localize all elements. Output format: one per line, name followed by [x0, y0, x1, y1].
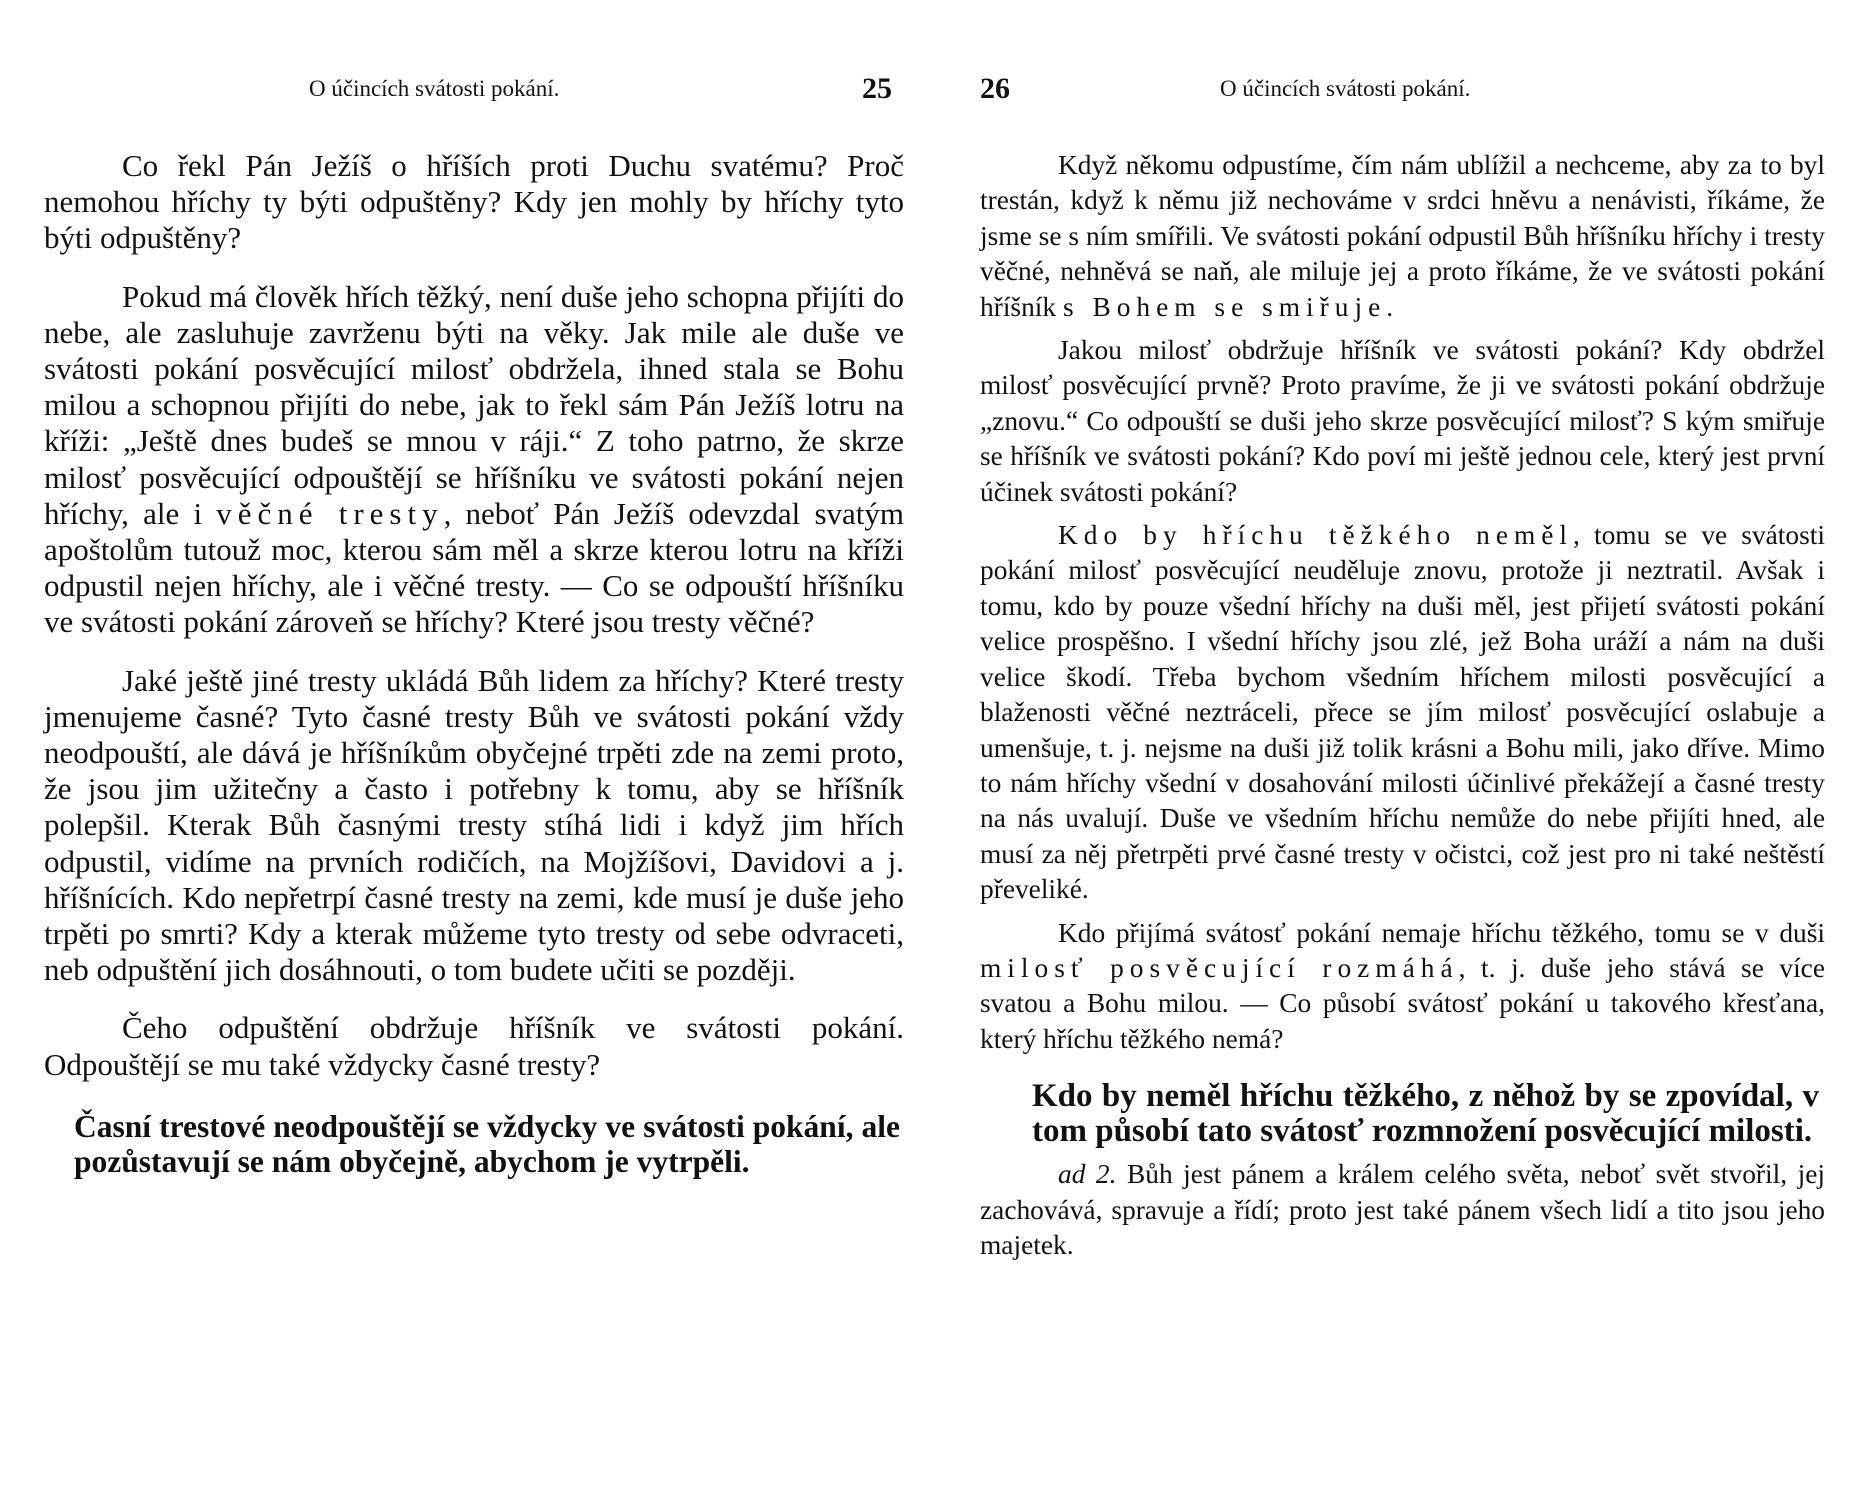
paragraph	[980, 518, 1825, 907]
paragraph-text: Pokud má člověk hřích těžký, není duše jeho schopna přijíti do nebe, ale zasluhuje zavrženu býti na věky. Jak mile ale duše ve svátosti pokání posvěcující milosť obdržela, ihned stala se Bohu milou a schopnou přijíti do nebe, jak to řekl sám Pán Ježíš lotru na kříži: „Ještě dnes budeš se mnou v ráji.“ Z toho patrno, že skrze milosť posvěcující odpouštějí se hříšníku ve svátosti pokání nejen hříchy, ale i	[44, 278, 904, 531]
paragraph-text: Kdo přijímá svátosť pokání nemaje hříchu těžkého, tomu se v duši	[1058, 917, 1825, 948]
paragraph: Co řekl Pán Ježíš o hříších proti Duchu svatému? Proč nemohou hříchy ty býti odpuštěny? Kdy jen mohly by hříchy tyto býti odpuštěny?	[44, 148, 904, 256]
paragraph: Jakou milosť obdržuje hříšník ve svátosti pokání? Kdy obdržel milosť posvěcující prvně? Proto pravíme, že ji ve svátosti pokání obdržuje „znovu.“ Co odpouští se duši jeho skrze posvěcující milosť? S kým smiřuje se hříšník ve svátosti pokání? Kdo poví mi ještě jednou cele, který jest první účinek svátosti pokání?	[980, 335, 1825, 507]
spaced-emphasis: milosť posvěcující rozmáhá	[980, 952, 1459, 983]
running-head	[980, 72, 1825, 112]
paragraph-text: Když někomu odpustíme, čím nám ublížil a nechceme, aby za to byl trestán, když k němu již nechováme v srdci hněvu a nenávisti, říkáme, že jsme se s ním smířili. Ve svátosti pokání odpustil Bůh hříšníku hříchy i tresty věčné, nehněvá se naň, ale miluje jej a proto říkáme, že ve svátosti pokání hříšník	[980, 150, 1825, 322]
paragraph	[980, 148, 1825, 325]
right-page	[980, 0, 1825, 1500]
spaced-emphasis: Kdo by hříchu těžkého neměl	[1058, 520, 1574, 551]
page-body	[980, 148, 1825, 1263]
running-head	[44, 72, 904, 112]
paragraph-text: , neboť Pán Ježíš odevzdal svatým apoštolům tutouž moc, kterou sám měl a skrze kterou lotru na kříži odpustil nejen hříchy, ale i věčné tresty. — Co se odpouští hříšníku ve svátosti pokání zároveň se hříchy? Které jsou tresty věčné?	[44, 495, 904, 640]
running-title: O účincích svátosti pokání.	[309, 76, 560, 101]
page-number: 25	[862, 72, 892, 105]
italic-marker: ad 2.	[1058, 1159, 1117, 1190]
spaced-emphasis: věčné tresty	[216, 495, 444, 531]
paragraph	[980, 1157, 1825, 1263]
paragraph	[980, 916, 1825, 1058]
page-number: 26	[980, 72, 1010, 105]
bold-heading: Kdo by neměl hříchu těžkého, z něhož by se zpovídal, v tom působí tato svátosť rozmnožení posvěcující milosti.	[1032, 1078, 1819, 1150]
spaced-emphasis: s Bohem se smiřuje	[1062, 291, 1387, 322]
paragraph-text: .	[1386, 291, 1394, 322]
paragraph	[44, 279, 904, 641]
bold-heading: Časní trestové neodpouštějí se vždycky ve svátosti pokání, ale pozůstavují se nám obyčejně, abychom je vytrpěli.	[74, 1108, 900, 1179]
left-page	[44, 0, 904, 1500]
paragraph-text: Bůh jest pánem a králem celého světa, neboť svět stvořil, jej zachovává, spravuje a řídí; proto jest také pánem všech lidí a tito jsou jeho majetek.	[980, 1159, 1826, 1260]
paragraph: Čeho odpuštění obdržuje hříšník ve svátosti pokání. Odpouštějí se mu také vždycky časné tresty?	[44, 1010, 904, 1082]
paragraph-text: , t. j. duše jeho stává se více svatou a Bohu milou. — Co působí svátosť pokání u takového křesťana, který hříchu těžkého nemá?	[980, 952, 1825, 1054]
page-body	[44, 148, 904, 1179]
paragraph: Jaké ještě jiné tresty ukládá Bůh lidem za hříchy? Které tresty jmenujeme časné? Tyto časné tresty Bůh ve svátosti pokání vždy neodpouští, ale dává je hříšníkům obyčejné trpěti zde na zemi proto, že jsou jim užitečny a často i potřebny k tomu, aby se hříšník polepšil. Kterak Bůh časnými tresty stíhá lidi i když jim hřích odpustil, vidíme na prvních rodičích, na Mojžíšovi, Davidovi a j. hříšnících. Kdo nepřetrpí časné tresty na zemi, kde musí je duše jeho trpěti po smrti? Kdy a kterak můžeme tyto tresty od sebe odvraceti, neb odpuštění jich dosáhnouti, o tom budete učiti se později.	[44, 662, 904, 988]
paragraph-text: , tomu se ve svátosti pokání milosť posvěcující neuděluje znovu, protože ji neztratil. Avšak i tomu, kdo by pouze všední hříchy na duši měl, jest přijetí svátosti pokání velice prospěšno. I všední hříchy jsou zlé, jež Boha uráží a nám na duši velice škodí. Třeba bychom všedním hříchem milosti posvěcující a blaženosti věčné neztráceli, přece se jím milosť posvěcující oslabuje a umenšuje, t. j. nejsme na duši již tolik krásni a Bohu mili, jako dříve. Mimo to nám hříchy všední v dosahování milosti účinlivé překážejí a časné tresty na nás uvalují. Duše ve všedním hříchu nemůže do nebe přijíti hned, ale musí za něj přetrpěti prvé časné tresty v očistci, což jest pro ni také neštěstí převeliké.	[980, 520, 1825, 905]
running-title: O účincích svátosti pokání.	[1220, 76, 1471, 101]
